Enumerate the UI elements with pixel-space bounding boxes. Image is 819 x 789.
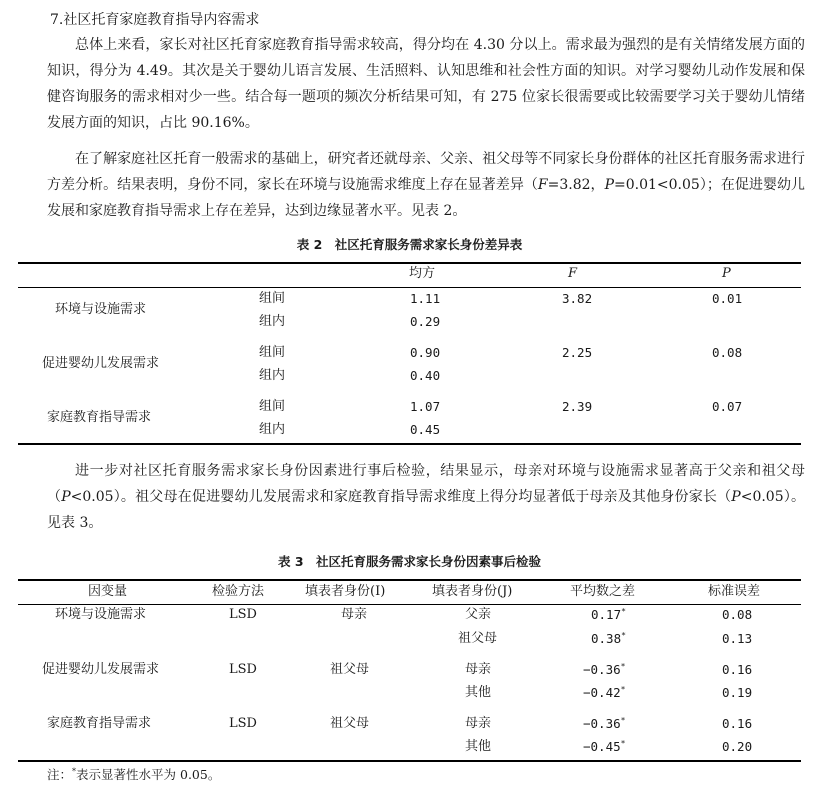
table3-mean-diff: −0.42* bbox=[583, 684, 626, 700]
significance-marker: * bbox=[620, 684, 626, 694]
table2-f-value: 2.39 bbox=[562, 399, 593, 414]
table3-identity-j: 父亲 bbox=[465, 607, 492, 622]
significance-marker: * bbox=[621, 606, 626, 616]
table3-identity-i: 母亲 bbox=[341, 607, 368, 622]
table3-std-error: 0.19 bbox=[722, 685, 753, 700]
table3-identity-j: 其他 bbox=[465, 685, 492, 700]
table2-between-label: 组间 bbox=[259, 345, 286, 360]
table3-std-error: 0.16 bbox=[722, 716, 753, 731]
table2-factor: 家庭教育指导需求 bbox=[47, 410, 152, 425]
table2-header-f: F bbox=[568, 266, 578, 281]
table3-header-i: 填表者身份(I) bbox=[305, 584, 386, 599]
table2-between-label: 组间 bbox=[259, 291, 286, 306]
table3-dv: 环境与设施需求 bbox=[55, 607, 147, 622]
table3-mean-diff: −0.36* bbox=[583, 715, 626, 731]
table2-factor: 环境与设施需求 bbox=[55, 302, 147, 317]
table3-mean-diff: −0.45* bbox=[583, 738, 626, 754]
table3-header-se: 标准误差 bbox=[708, 584, 761, 599]
table2-ms-between: 1.11 bbox=[410, 291, 441, 306]
table2-between-label: 组间 bbox=[259, 399, 286, 414]
table2-header-rule bbox=[18, 287, 801, 288]
table3-header-dv: 因变量 bbox=[88, 584, 128, 599]
table3-dv: 促进婴幼儿发展需求 bbox=[42, 662, 160, 677]
table3-identity-i: 祖父母 bbox=[330, 716, 370, 731]
table3-header-diff: 平均数之差 bbox=[570, 584, 636, 599]
table2-p-value: 0.01 bbox=[712, 291, 743, 306]
significance-marker: * bbox=[620, 661, 626, 671]
table3-std-error: 0.08 bbox=[722, 607, 753, 622]
table2-ms-within: 0.29 bbox=[410, 314, 441, 329]
table2-bottom-rule bbox=[18, 443, 801, 445]
paragraph-post-hoc: 进一步对社区托育服务需求家长身份因素进行事后检验，结果显示，母亲对环境与设施需求显著高于父亲和祖父母（P<0.05）。祖父母在促进婴幼儿发展需求和家庭教育指导需求维度上得分均显著低于母亲及其他身份家长（P<0.05）。见表 3。 bbox=[47, 463, 806, 531]
table2-ms-between: 1.07 bbox=[410, 399, 441, 414]
section-title: 7.社区托育家庭教育指导内容需求 bbox=[50, 12, 260, 28]
table2-within-label: 组内 bbox=[259, 314, 286, 329]
table2-top-rule bbox=[18, 262, 801, 264]
table2-header-ms: 均方 bbox=[409, 266, 436, 281]
table3-identity-j: 祖父母 bbox=[458, 631, 498, 646]
table2-caption: 表 2 社区托育服务需求家长身份差异表 bbox=[296, 237, 523, 252]
table2-within-label: 组内 bbox=[259, 368, 286, 383]
table3-header-rule bbox=[18, 604, 801, 605]
table2-f-value: 3.82 bbox=[562, 291, 593, 306]
table3-bottom-rule bbox=[18, 760, 801, 762]
table2-p-value: 0.07 bbox=[712, 399, 743, 414]
table2-ms-within: 0.45 bbox=[410, 422, 441, 437]
table2-ms-within: 0.40 bbox=[410, 368, 441, 383]
table2-f-value: 2.25 bbox=[562, 345, 593, 360]
table3-std-error: 0.16 bbox=[722, 662, 753, 677]
significance-marker: * bbox=[621, 630, 626, 640]
table3-header-j: 填表者身份(J) bbox=[432, 584, 513, 599]
table3-method: LSD bbox=[229, 607, 257, 622]
table2-within-label: 组内 bbox=[259, 422, 286, 437]
table3-header-method: 检验方法 bbox=[212, 584, 265, 599]
table2-factor: 促进婴幼儿发展需求 bbox=[42, 356, 160, 371]
table3-mean-diff: 0.38* bbox=[591, 630, 626, 646]
table2-p-value: 0.08 bbox=[712, 345, 743, 360]
table3-identity-i: 祖父母 bbox=[330, 662, 370, 677]
paragraph-overall-demand: 总体上来看，家长对社区托育家庭教育指导需求较高，得分均在 4.30 分以上。需求最为强烈的是有关情绪发展方面的知识，得分为 4.49。其次是关于婴幼儿语言发展、生活照料、认知思维和社会性方面的知识。对学习婴幼儿动作发展和保健咨询服务的需求相对少一些。结合每一题项的频次分析结果可知，有 275 位家长很需要或比较需要学习关于婴幼儿情绪发展方面的知识，占比 90.16%。 bbox=[47, 37, 805, 131]
table3-std-error: 0.13 bbox=[722, 631, 753, 646]
table3-footnote: 注：*表示显著性水平为 0.05。 bbox=[47, 766, 221, 782]
table3-method: LSD bbox=[229, 662, 257, 677]
table2-header-p: P bbox=[722, 266, 731, 281]
table3-mean-diff: −0.36* bbox=[583, 661, 626, 677]
table3-method: LSD bbox=[229, 716, 257, 731]
table3-std-error: 0.20 bbox=[722, 739, 753, 754]
table3-identity-j: 其他 bbox=[465, 739, 492, 754]
table3-top-rule bbox=[18, 579, 801, 581]
table3-caption: 表 3 社区托育服务需求家长身份因素事后检验 bbox=[277, 554, 542, 569]
significance-marker: * bbox=[620, 715, 626, 725]
significance-marker: * bbox=[620, 738, 626, 748]
paragraph-anova-summary: 在了解家庭社区托育一般需求的基础上，研究者还就母亲、父亲、祖父母等不同家长身份群体的社区托育服务需求进行方差分析。结果表明，身份不同，家长在环境与设施需求维度上存在显著差异（F=3.82，P=0.01<0.05）；在促进婴幼儿发展和家庭教育指导需求上存在差异，达到边缘显著水平。见表 2。 bbox=[47, 151, 805, 219]
table2-ms-between: 0.90 bbox=[410, 345, 441, 360]
table3-identity-j: 母亲 bbox=[465, 716, 492, 731]
table3-identity-j: 母亲 bbox=[465, 662, 492, 677]
table3-dv: 家庭教育指导需求 bbox=[47, 716, 152, 731]
table3-mean-diff: 0.17* bbox=[591, 606, 626, 622]
